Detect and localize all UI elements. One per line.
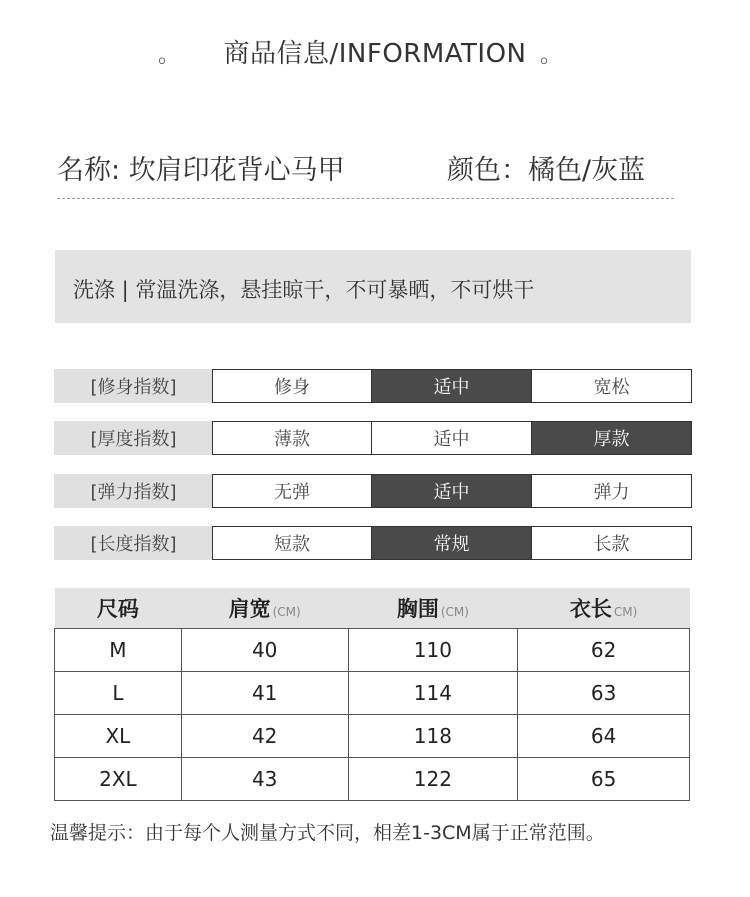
length-cell: 62 bbox=[518, 629, 690, 672]
chest-cell: 114 bbox=[348, 672, 518, 715]
index-row bbox=[54, 526, 692, 560]
dashed-divider bbox=[57, 198, 674, 199]
header-bullet-right: 。 bbox=[540, 43, 563, 68]
header-size: 尺码 bbox=[55, 588, 182, 629]
index-option: 修身 bbox=[212, 369, 372, 403]
index-options bbox=[213, 421, 692, 455]
index-option-selected: 常规 bbox=[371, 526, 532, 560]
index-label: [厚度指数] bbox=[54, 421, 213, 455]
header-shoulder: 肩宽 (CM) bbox=[181, 588, 348, 629]
shoulder-cell: 43 bbox=[181, 758, 348, 801]
table-row bbox=[55, 715, 690, 758]
index-label: [长度指数] bbox=[54, 526, 213, 560]
shoulder-cell: 42 bbox=[181, 715, 348, 758]
index-row bbox=[54, 369, 692, 403]
size-table bbox=[54, 588, 690, 801]
index-label: [修身指数] bbox=[54, 369, 213, 403]
product-color: 颜色：橘色/灰蓝 bbox=[447, 155, 646, 186]
length-cell: 65 bbox=[518, 758, 690, 801]
index-option-selected: 适中 bbox=[371, 474, 532, 508]
shoulder-cell: 40 bbox=[181, 629, 348, 672]
index-label: [弹力指数] bbox=[54, 474, 213, 508]
index-option: 宽松 bbox=[531, 369, 692, 403]
index-option-selected: 适中 bbox=[371, 369, 532, 403]
shoulder-cell: 41 bbox=[181, 672, 348, 715]
index-options bbox=[213, 369, 692, 403]
measurement-tip: 温馨提示：由于每个人测量方式不同，相差1-3CM属于正常范围。 bbox=[50, 822, 605, 844]
index-option: 无弹 bbox=[212, 474, 372, 508]
table-row bbox=[55, 758, 690, 801]
chest-cell: 110 bbox=[348, 629, 518, 672]
wash-instructions-text: 洗涤 | 常温洗涤，悬挂晾干，不可暴晒，不可烘干 bbox=[73, 278, 535, 302]
chest-cell: 118 bbox=[348, 715, 518, 758]
size-cell: M bbox=[55, 629, 182, 672]
size-cell: 2XL bbox=[55, 758, 182, 801]
index-row bbox=[54, 421, 692, 455]
wash-instructions-box bbox=[55, 250, 691, 323]
index-option: 薄款 bbox=[212, 421, 372, 455]
index-option-selected: 厚款 bbox=[531, 421, 692, 455]
page-title: 商品信息/INFORMATION bbox=[223, 39, 527, 69]
index-option: 弹力 bbox=[531, 474, 692, 508]
size-table-header-row bbox=[55, 588, 690, 629]
index-options bbox=[213, 526, 692, 560]
header-bullet-left: 。 bbox=[158, 43, 181, 68]
index-row bbox=[54, 474, 692, 508]
header-length: 衣长 CM) bbox=[518, 588, 690, 629]
length-cell: 64 bbox=[518, 715, 690, 758]
table-row bbox=[55, 672, 690, 715]
length-cell: 63 bbox=[518, 672, 690, 715]
index-options bbox=[213, 474, 692, 508]
product-name: 名称: 坎肩印花背心马甲 bbox=[57, 155, 345, 186]
chest-cell: 122 bbox=[348, 758, 518, 801]
header-chest: 胸围 (CM) bbox=[348, 588, 518, 629]
index-option: 短款 bbox=[212, 526, 372, 560]
size-cell: XL bbox=[55, 715, 182, 758]
size-cell: L bbox=[55, 672, 182, 715]
index-option: 长款 bbox=[531, 526, 692, 560]
table-row bbox=[55, 629, 690, 672]
index-option: 适中 bbox=[371, 421, 532, 455]
